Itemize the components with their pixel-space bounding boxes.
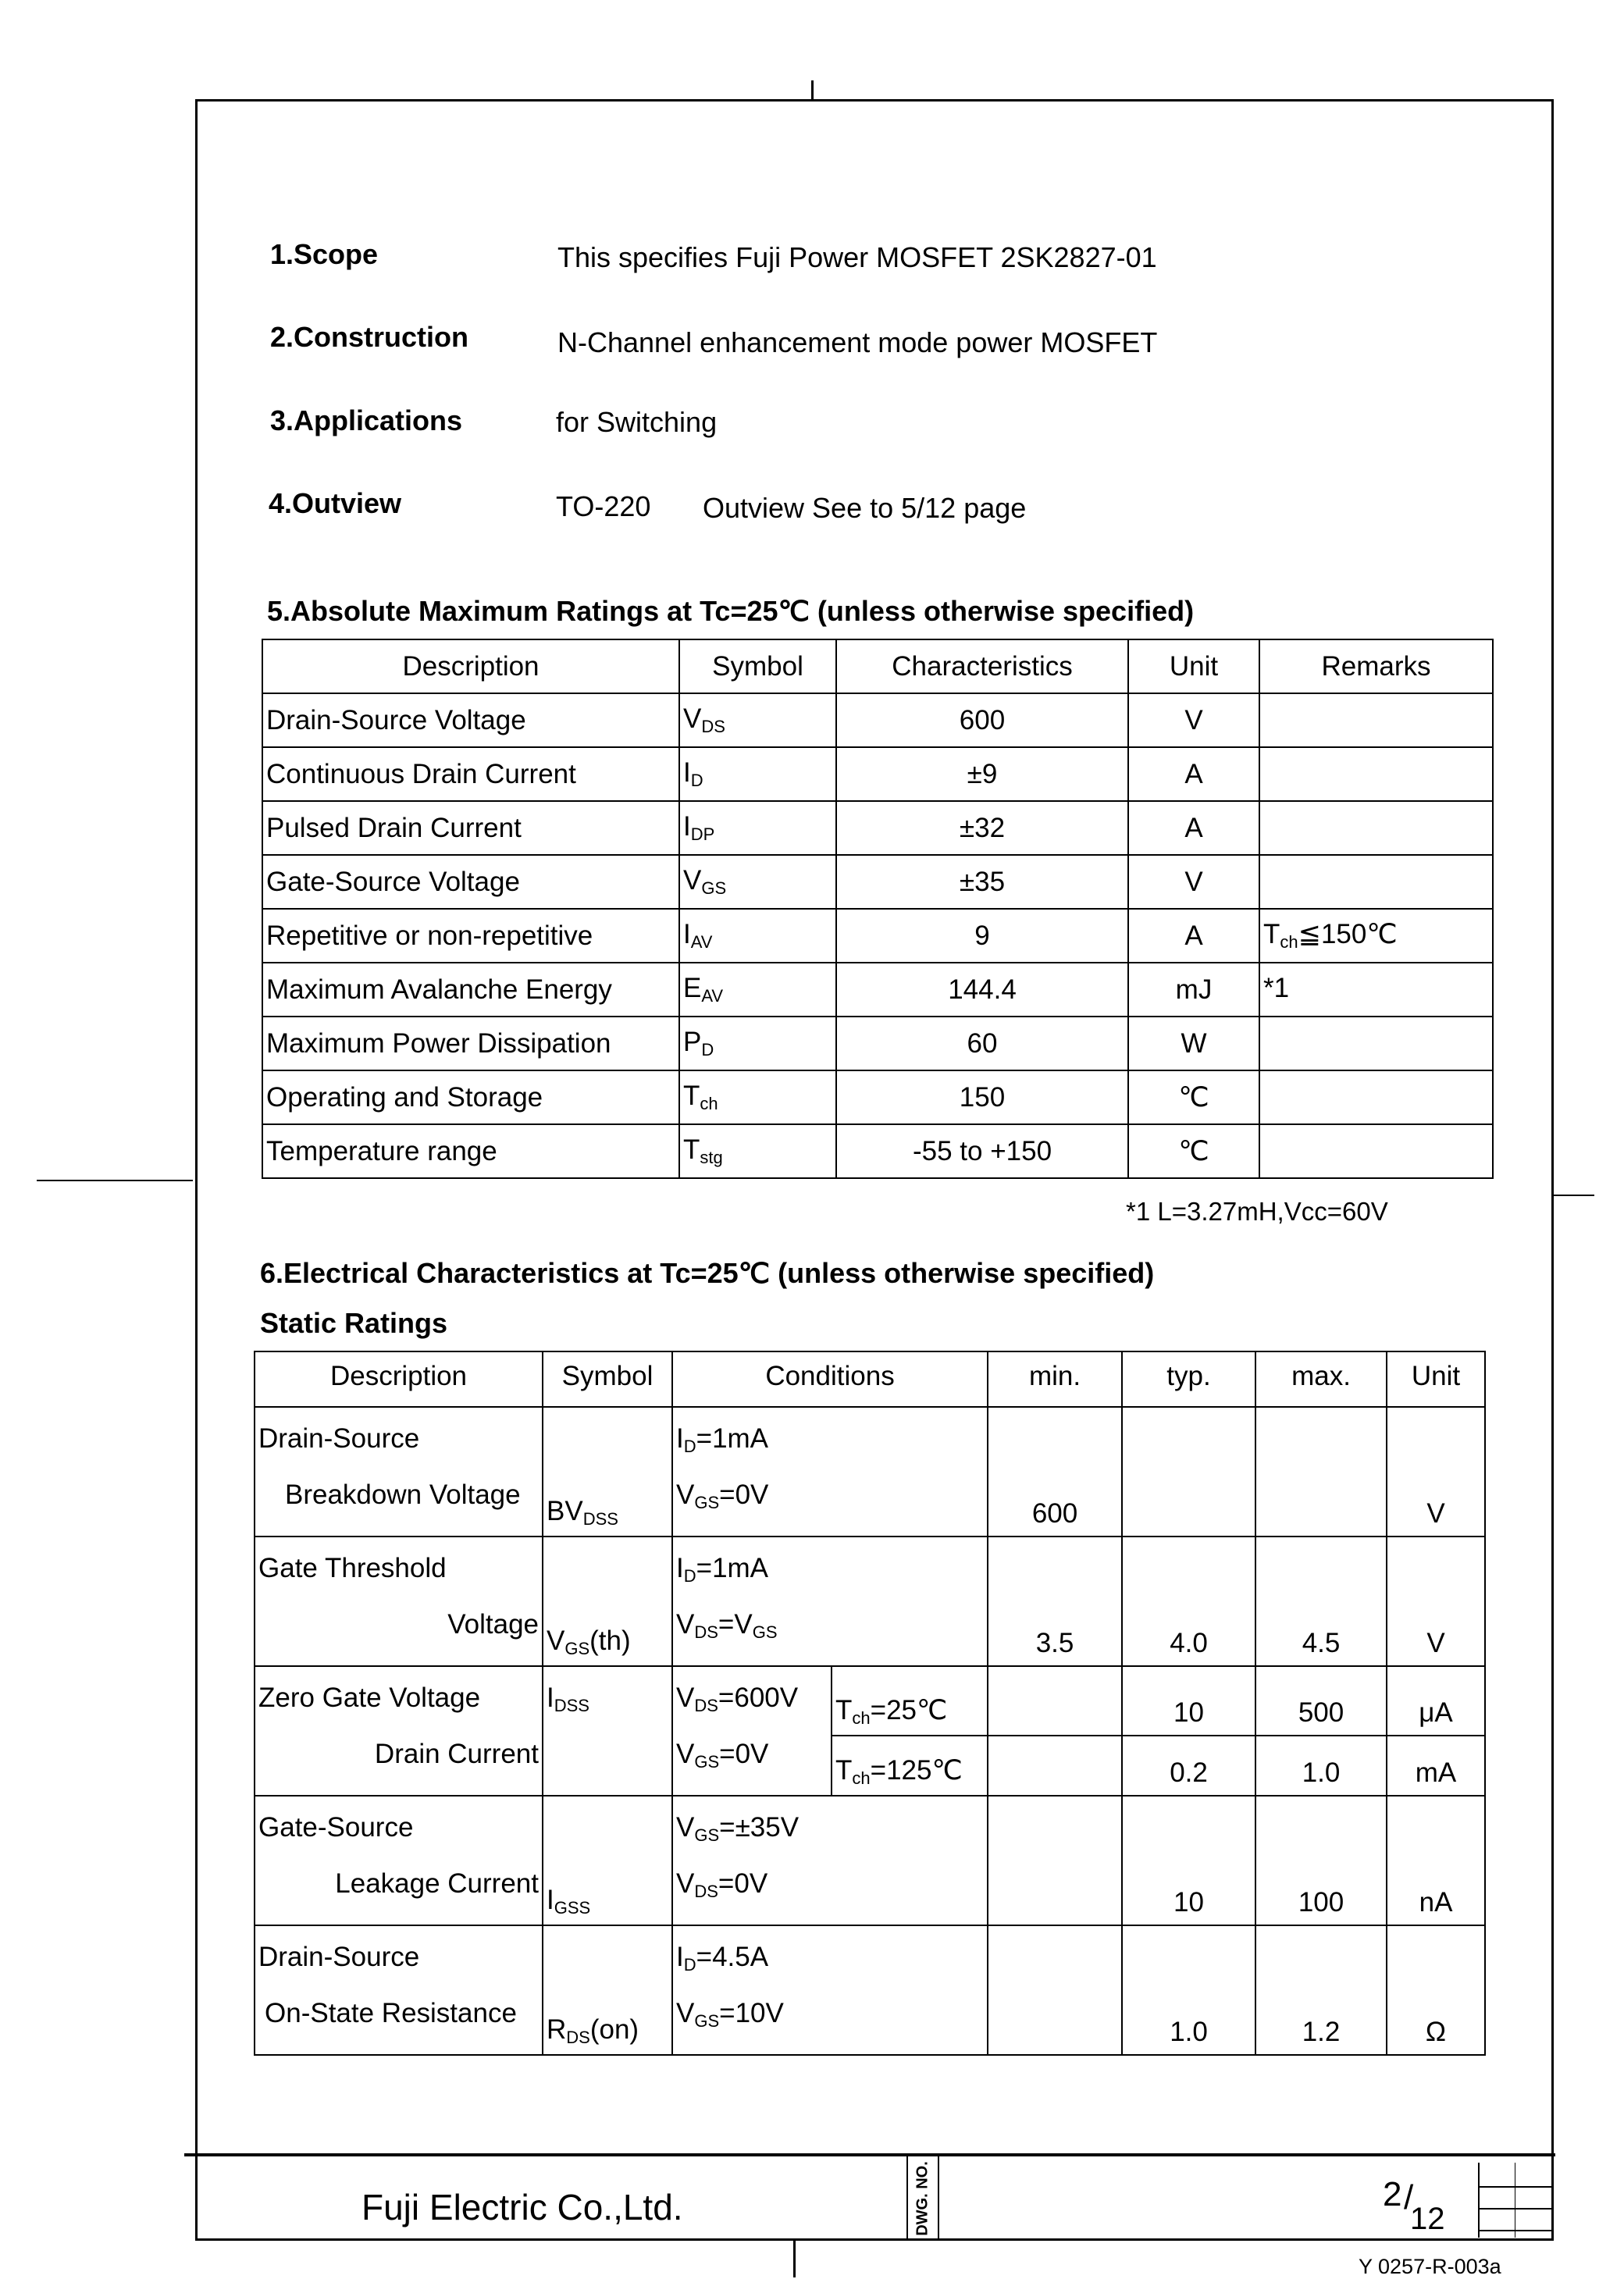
unit: V [1387, 1537, 1485, 1666]
unit: μA [1387, 1666, 1485, 1736]
crop-mark-bottom [793, 2241, 796, 2277]
symbol: $E_{AV}$ [679, 963, 836, 1017]
symbol: $I_{AV}$ [679, 909, 836, 963]
description-line1: Gate Threshold [258, 1553, 447, 1583]
crop-mark-top [811, 80, 814, 100]
symbol: $V_{DS}$ [679, 693, 836, 747]
table-row [255, 1796, 1485, 1925]
header-symbol: Symbol [679, 639, 836, 693]
max-value: 1.2 [1255, 1925, 1387, 2055]
min-value [988, 1736, 1122, 1796]
symbol: $I_D$ [679, 747, 836, 801]
symbol: $T_{ch}$ [679, 1070, 836, 1124]
description-line2: Breakdown Voltage [285, 1480, 521, 1510]
characteristic-value: 600 [836, 693, 1128, 747]
unit: V [1128, 855, 1259, 909]
description-line1: Zero Gate Voltage [258, 1683, 481, 1713]
page-slash: / [1404, 2178, 1414, 2217]
crop-mark-left [37, 1180, 193, 1181]
description-line1: Gate-Source [258, 1812, 414, 1843]
scope-value: This specifies Fuji Power MOSFET 2SK2827-01 [557, 241, 1157, 273]
description: Pulsed Drain Current [262, 801, 679, 855]
header-unit: Unit [1128, 639, 1259, 693]
table-row [255, 1666, 1485, 1736]
remarks [1259, 801, 1493, 855]
dwg-no-cell [906, 2156, 939, 2241]
table-row [255, 1537, 1485, 1666]
min-value [988, 1925, 1122, 2055]
outview-package: TO-220 [556, 490, 651, 522]
min-value: 3.5 [988, 1537, 1122, 1666]
unit: ℃ [1128, 1124, 1259, 1178]
outview-label: 4.Outview [269, 487, 402, 519]
typ-value: 10 [1122, 1796, 1255, 1925]
symbol: $P_D$ [679, 1017, 836, 1070]
remarks: *1 [1259, 963, 1493, 1017]
unit: ℃ [1128, 1070, 1259, 1124]
characteristic-value: 60 [836, 1017, 1128, 1070]
remarks [1259, 747, 1493, 801]
table-row [255, 1925, 1485, 2055]
typ-value: 4.0 [1122, 1537, 1255, 1666]
characteristic-value: -55 to +150 [836, 1124, 1128, 1178]
form-code: Y 0257-R-003a [1359, 2255, 1501, 2278]
characteristic-value: 9 [836, 909, 1128, 963]
description-line2: On-State Resistance [265, 1998, 517, 2028]
outview-reference: Outview See to 5/12 page [703, 492, 1027, 524]
typ-value: 1.0 [1122, 1925, 1255, 2055]
max-value [1255, 1407, 1387, 1537]
description: Maximum Power Dissipation [262, 1017, 679, 1070]
symbol: $BV_{DSS}$ [543, 1407, 672, 1537]
max-value: 4.5 [1255, 1537, 1387, 1666]
symbol: $I_{GSS}$ [543, 1796, 672, 1925]
min-value [988, 1796, 1122, 1925]
table-header [255, 1351, 1485, 1407]
static-ratings-title: Static Ratings [260, 1307, 448, 1339]
max-value: 1.0 [1255, 1736, 1387, 1796]
remarks [1259, 1070, 1493, 1124]
description: Gate-Source Voltage [262, 855, 679, 909]
conditions: $I_D=4.5A$ $V_{GS}=10V$ [672, 1925, 988, 2055]
elec-title: 6.Electrical Characteristics at Tc=25℃ (unless otherwise specified) [260, 1257, 1155, 1289]
remarks: $T_{ch}≦150℃$ [1259, 909, 1493, 963]
abs-max-title: 5.Absolute Maximum Ratings at Tc=25℃ (unless otherwise specified) [267, 595, 1195, 627]
unit: W [1128, 1017, 1259, 1070]
abs-max-footnote: *1 L=3.27mH,Vcc=60V [1126, 1197, 1388, 1226]
unit: Ω [1387, 1925, 1485, 2055]
description: Maximum Avalanche Energy [262, 963, 679, 1017]
remarks [1259, 1017, 1493, 1070]
symbol: $V_{GS}(th)$ [543, 1537, 672, 1666]
page-number: 2 [1383, 2175, 1402, 2213]
construction-label: 2.Construction [270, 321, 469, 353]
revision-grid [1478, 2163, 1553, 2238]
unit: V [1128, 693, 1259, 747]
conditions: $V_{DS}=600V$ $V_{GS}=0V$ [672, 1666, 832, 1796]
symbol: $V_{GS}$ [679, 855, 836, 909]
applications-label: 3.Applications [270, 404, 463, 436]
description: Operating and Storage [262, 1070, 679, 1124]
typ-value: 10 [1122, 1666, 1255, 1736]
min-value: 600 [988, 1407, 1122, 1537]
table-header [262, 639, 1493, 693]
unit: A [1128, 747, 1259, 801]
remarks [1259, 1124, 1493, 1178]
symbol: $I_{DP}$ [679, 801, 836, 855]
construction-value: N-Channel enhancement mode power MOSFET [557, 326, 1158, 358]
header-conditions: Conditions [672, 1351, 988, 1407]
table-row [255, 1407, 1485, 1537]
unit: V [1387, 1407, 1485, 1537]
symbol: $T_{stg}$ [679, 1124, 836, 1178]
table-row [262, 963, 1493, 1017]
static-ratings-table [254, 1351, 1486, 2056]
remarks [1259, 693, 1493, 747]
table-row [262, 909, 1493, 963]
table-row [262, 1124, 1493, 1178]
characteristic-value: ±32 [836, 801, 1128, 855]
unit: mA [1387, 1736, 1485, 1796]
typ-value [1122, 1407, 1255, 1537]
header-remarks: Remarks [1259, 639, 1493, 693]
min-value [988, 1666, 1122, 1736]
max-value: 100 [1255, 1796, 1387, 1925]
unit: A [1128, 801, 1259, 855]
scope-label: 1.Scope [270, 238, 379, 270]
header-unit: Unit [1387, 1351, 1485, 1407]
table-row [262, 801, 1493, 855]
header-typ: typ. [1122, 1351, 1255, 1407]
symbol: $I_{DSS}$ [543, 1666, 672, 1796]
title-block [184, 2153, 1555, 2244]
symbol: $R_{DS}(on)$ [543, 1925, 672, 2055]
unit: mJ [1128, 963, 1259, 1017]
header-min: min. [988, 1351, 1122, 1407]
description-line1: Drain-Source [258, 1942, 420, 1972]
header-description: Description [262, 639, 679, 693]
characteristic-value: ±35 [836, 855, 1128, 909]
temperature-condition: $T_{ch}=125℃$ [832, 1736, 988, 1796]
conditions: $I_D=1mA$ $V_{DS}=V_{GS}$ [672, 1537, 988, 1666]
crop-mark-right [1554, 1195, 1594, 1196]
table-row [262, 855, 1493, 909]
max-value: 500 [1255, 1666, 1387, 1736]
characteristic-value: 144.4 [836, 963, 1128, 1017]
description: Repetitive or non-repetitive [262, 909, 679, 963]
page-total: 12 [1410, 2202, 1445, 2236]
typ-value: 0.2 [1122, 1736, 1255, 1796]
company-name: Fuji Electric Co.,Ltd. [361, 2187, 683, 2227]
table-row [262, 1070, 1493, 1124]
header-max: max. [1255, 1351, 1387, 1407]
description: Temperature range [262, 1124, 679, 1178]
header-symbol: Symbol [543, 1351, 672, 1407]
description: Continuous Drain Current [262, 747, 679, 801]
abs-max-table [262, 639, 1494, 1179]
description-line1: Drain-Source [258, 1423, 420, 1454]
header-characteristics: Characteristics [836, 639, 1128, 693]
conditions: $V_{GS}=\pm 35V$ $V_{DS}=0V$ [672, 1796, 988, 1925]
unit: nA [1387, 1796, 1485, 1925]
table-row [262, 747, 1493, 801]
characteristic-value: 150 [836, 1070, 1128, 1124]
temperature-condition: $T_{ch}=25℃$ [832, 1666, 988, 1736]
table-row [262, 693, 1493, 747]
characteristic-value: ±9 [836, 747, 1128, 801]
conditions: $I_D=1mA$ $V_{GS}=0V$ [672, 1407, 988, 1537]
description-line2: Drain Current [374, 1739, 539, 1769]
remarks [1259, 855, 1493, 909]
unit: A [1128, 909, 1259, 963]
dwg-no-label: DWG. NO. [914, 2161, 931, 2236]
header-description: Description [255, 1351, 543, 1407]
table-row [262, 1017, 1493, 1070]
description-line2: Leakage Current [335, 1868, 539, 1899]
description-line2: Voltage [447, 1609, 539, 1640]
description: Drain-Source Voltage [262, 693, 679, 747]
applications-value: for Switching [556, 406, 718, 438]
